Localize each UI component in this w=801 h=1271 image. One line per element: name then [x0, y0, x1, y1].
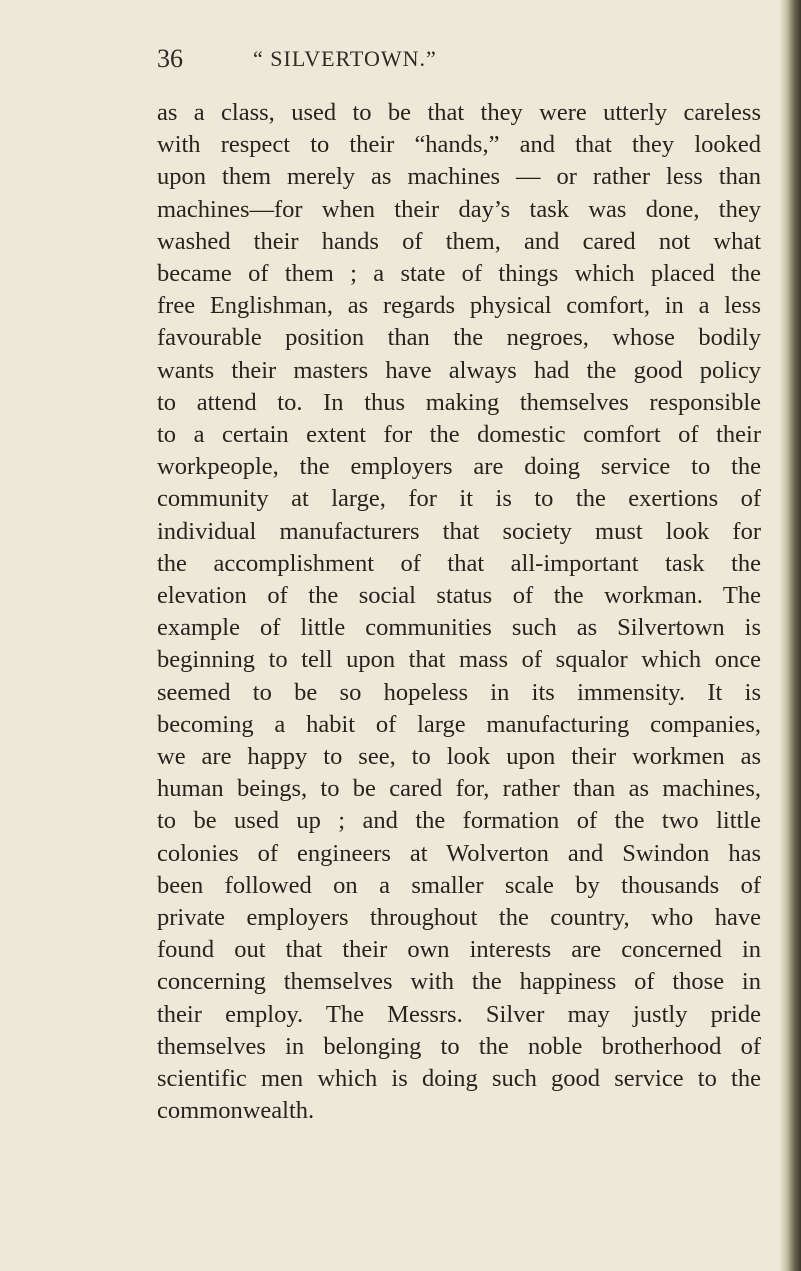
text-line: beginning to tell upon that mass of squalor which once [157, 646, 761, 674]
text-line: as a class, used to be that they were utterly careless [157, 99, 761, 126]
text-line: to attend to. In thus making themselves responsible [157, 388, 761, 416]
text-line: free Englishman, as regards physical comfort, in a less [157, 292, 761, 320]
text-line: been followed on a smaller scale by thousands of [157, 871, 761, 899]
text-line: became of them ; a state of things which placed the [157, 260, 761, 288]
text-line: workpeople, the employers are doing service to the [157, 453, 761, 481]
page-header [157, 44, 737, 84]
text-line: colonies of engineers at Wolverton and Swindon has [157, 839, 761, 867]
text-line: machines—for when their day’s task was done, they [157, 195, 761, 223]
running-title: “ SILVERTOWN.” [253, 46, 437, 71]
text-line: upon them merely as machines — or rather less than [157, 163, 761, 191]
text-line: their employ. The Messrs. Silver may justly pride [157, 1000, 761, 1028]
text-line: to be used up ; and the formation of the two little [157, 807, 761, 835]
text-line: becoming a habit of large manufacturing companies, [157, 710, 761, 738]
text-line: scientific men which is doing such good service to the [157, 1065, 761, 1093]
text-line: seemed to be so hopeless in its immensity. It is [157, 678, 761, 706]
text-line: wants their masters have always had the good policy [157, 356, 761, 384]
text-line: human beings, to be cared for, rather than as machines, [157, 775, 761, 803]
text-line: example of little communities such as Silvertown is [157, 614, 761, 642]
text-line: found out that their own interests are concerned in [157, 936, 761, 964]
text-line: commonwealth. [157, 1097, 315, 1125]
text-line: we are happy to see, to look upon their workmen as [157, 743, 761, 771]
text-line: private employers throughout the country, who have [157, 904, 761, 932]
text-line: the accomplishment of that all-important task the [157, 549, 761, 577]
text-line: themselves in belonging to the noble brotherhood of [157, 1032, 761, 1060]
text-line: individual manufacturers that society must look for [157, 517, 761, 545]
text-line: washed their hands of them, and cared not what [157, 227, 761, 255]
text-line: elevation of the social status of the workman. The [157, 582, 761, 610]
book-spine-shadow [779, 0, 801, 1271]
body-text [157, 97, 761, 1128]
page-number: 36 [157, 44, 183, 73]
text-line: to a certain extent for the domestic comfort of their [157, 421, 761, 449]
text-line: with respect to their “hands,” and that they looked [157, 131, 761, 159]
text-line: community at large, for it is to the exertions of [157, 485, 761, 513]
text-line: favourable position than the negroes, whose bodily [157, 324, 761, 352]
text-line: concerning themselves with the happiness of those in [157, 968, 761, 996]
